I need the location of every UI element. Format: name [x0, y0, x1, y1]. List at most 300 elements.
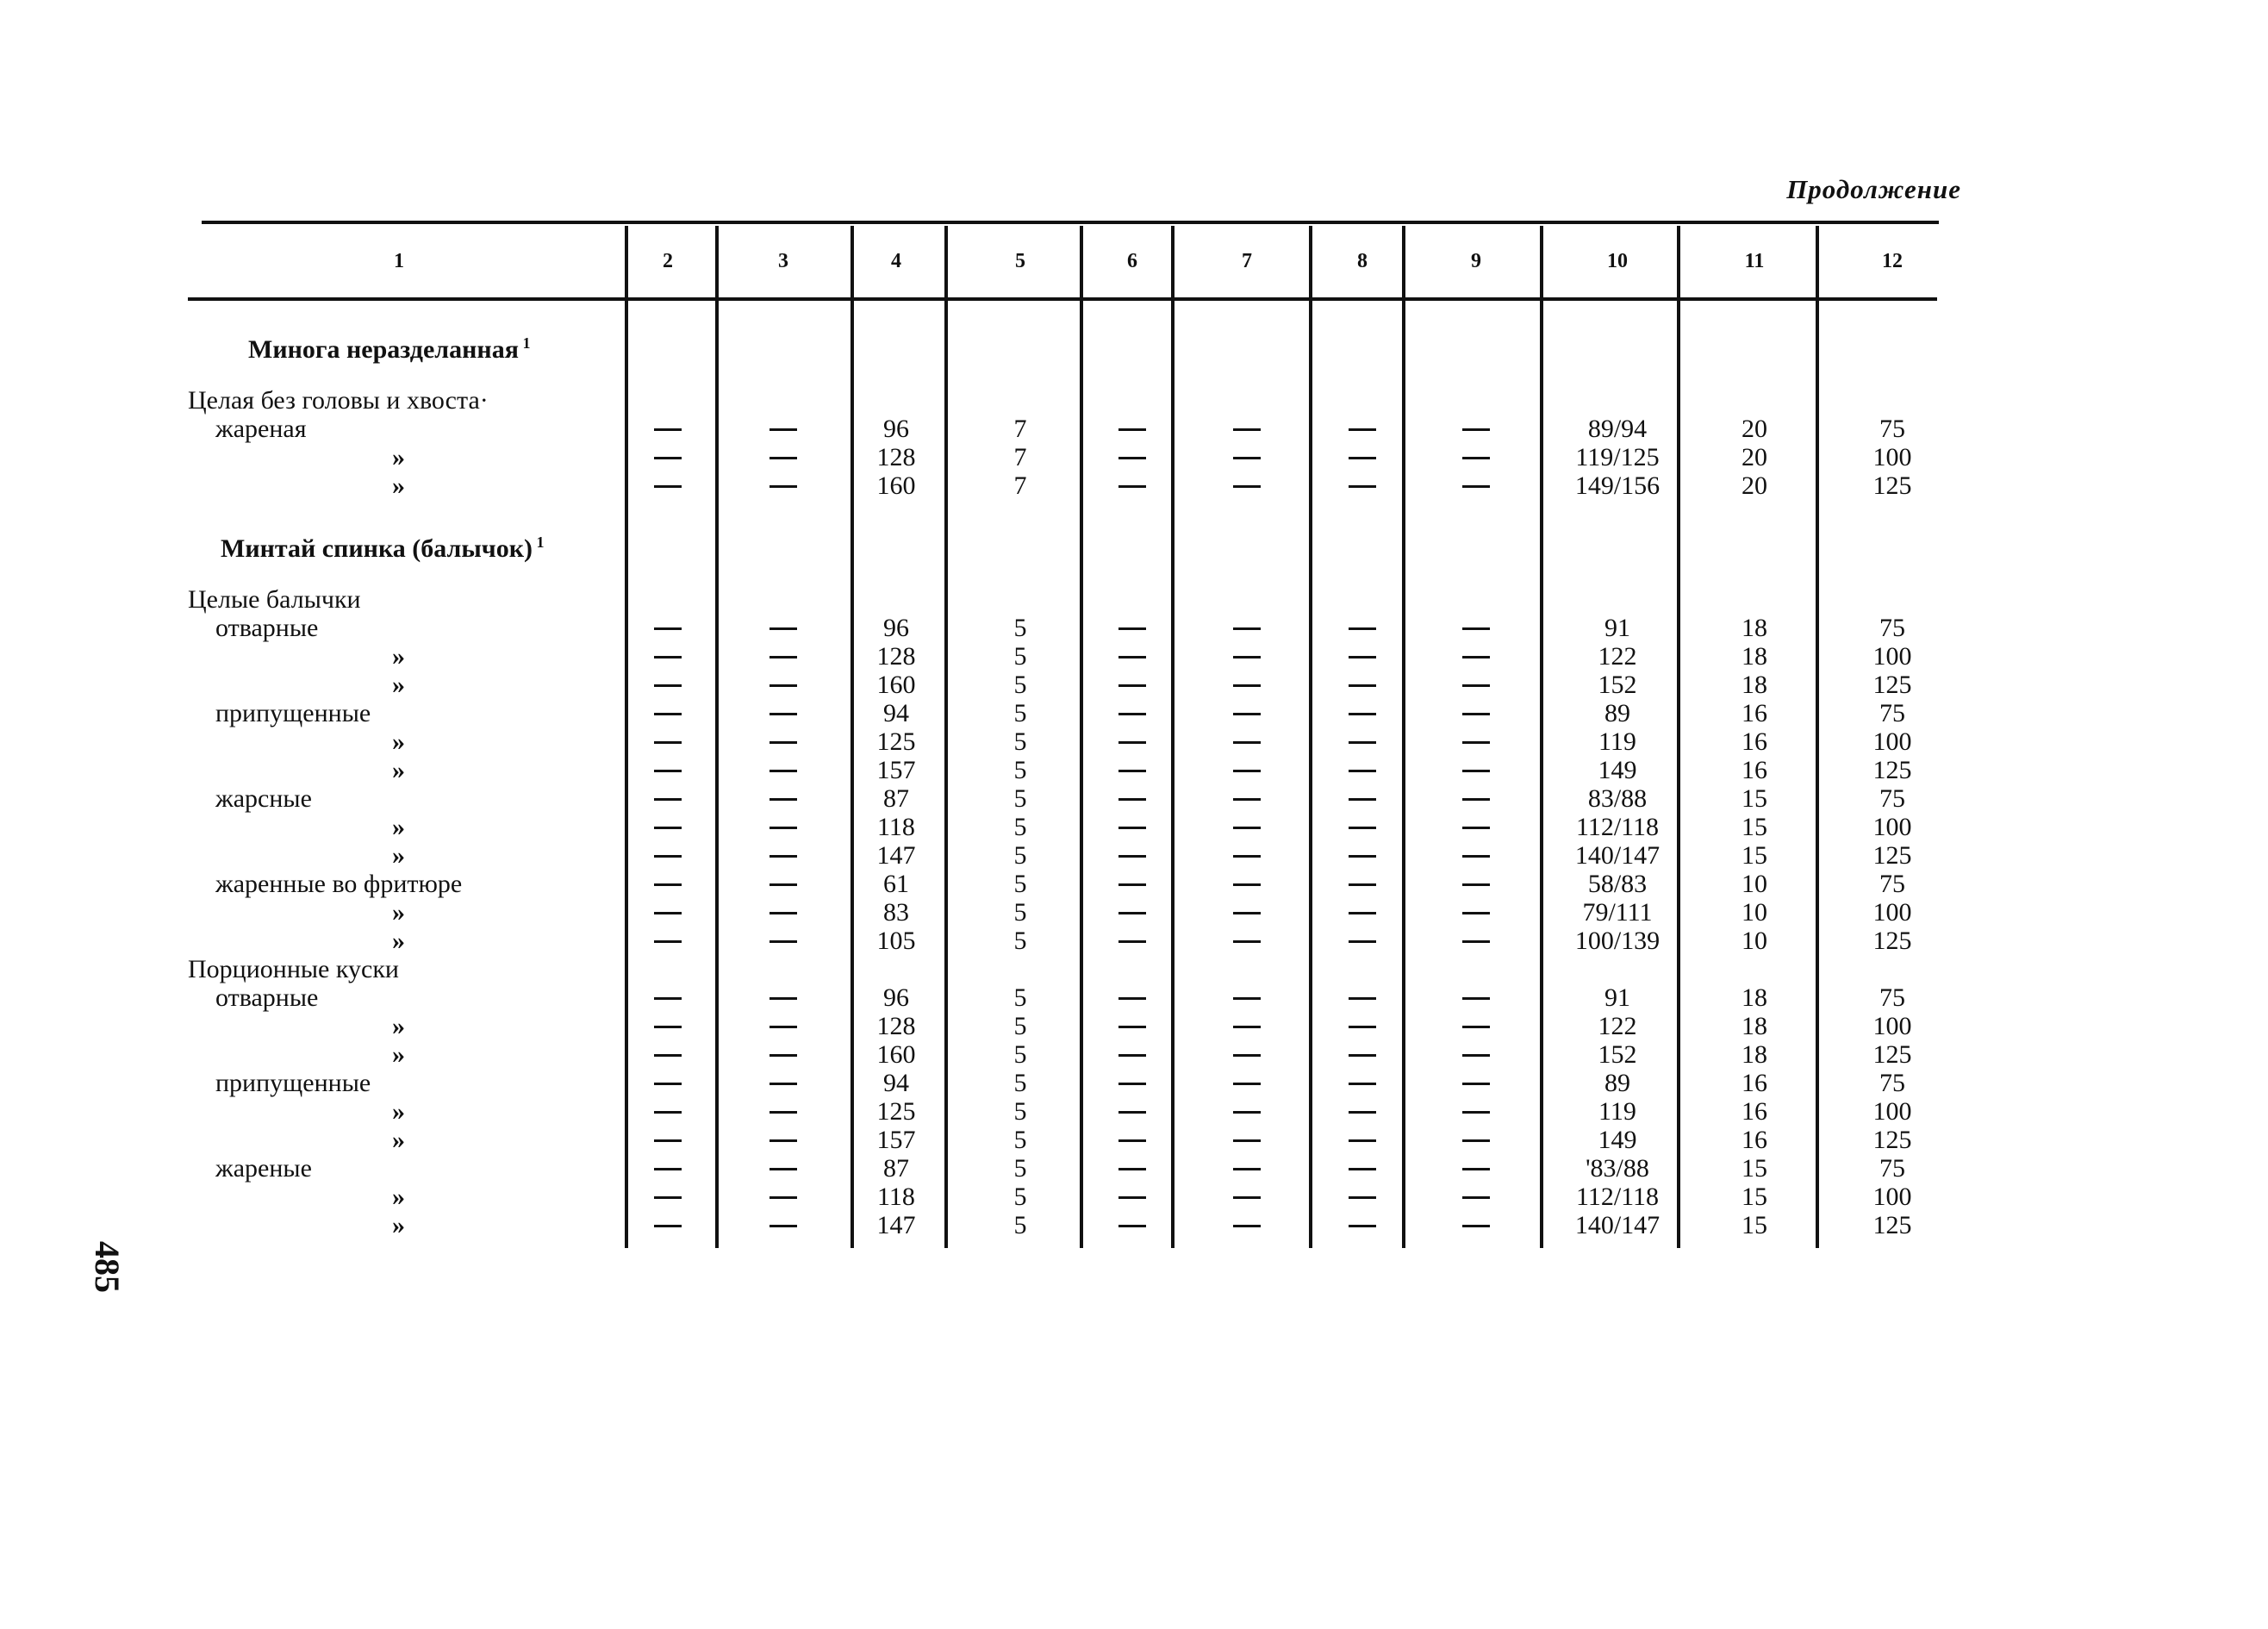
empty-dash [654, 798, 682, 801]
empty-dash [1233, 827, 1261, 829]
cell-col-10: '83/88 [1586, 1154, 1649, 1183]
empty-dash [654, 713, 682, 715]
empty-dash [1462, 627, 1490, 630]
empty-dash [654, 1083, 682, 1085]
cell-col-10: 149 [1598, 1126, 1637, 1154]
empty-dash [770, 1026, 797, 1028]
empty-dash [1349, 1054, 1376, 1057]
cell-col-12: 75 [1879, 699, 1905, 727]
empty-dash [770, 713, 797, 715]
cell-col-10: 122 [1598, 1012, 1637, 1040]
empty-dash [770, 1111, 797, 1114]
cell-col-11: 10 [1742, 870, 1767, 898]
cell-col-10: 89 [1604, 1069, 1630, 1097]
ditto-mark: » [392, 443, 405, 471]
cell-col-5: 5 [1013, 870, 1027, 898]
empty-dash [1233, 485, 1261, 488]
empty-dash [654, 485, 682, 488]
cell-col-4: 87 [883, 784, 909, 813]
cell-col-5: 5 [1013, 983, 1027, 1012]
empty-dash [1118, 1026, 1146, 1028]
ditto-mark: » [392, 1211, 405, 1239]
column-divider [1171, 226, 1174, 1248]
empty-dash [1233, 855, 1261, 858]
empty-dash [654, 940, 682, 943]
ditto-mark: » [392, 756, 405, 784]
cell-col-5: 5 [1013, 784, 1027, 813]
empty-dash [1118, 713, 1146, 715]
cell-col-11: 15 [1742, 813, 1767, 841]
empty-dash [1118, 1083, 1146, 1085]
cell-col-11: 18 [1742, 983, 1767, 1012]
cell-col-10: 122 [1598, 642, 1637, 671]
cell-col-11: 15 [1742, 1211, 1767, 1239]
row-label: жаренные во фритюре [215, 870, 463, 898]
empty-dash [770, 627, 797, 630]
empty-dash [1349, 1168, 1376, 1170]
empty-dash [1462, 1054, 1490, 1057]
column-divider [1677, 226, 1680, 1248]
empty-dash [1118, 457, 1146, 459]
row-label: отварные [215, 614, 319, 642]
empty-dash [1349, 656, 1376, 658]
empty-dash [770, 741, 797, 744]
cell-col-4: 96 [883, 983, 909, 1012]
empty-dash [770, 485, 797, 488]
empty-dash [1118, 997, 1146, 1000]
column-header: 6 [1127, 250, 1137, 272]
empty-dash [770, 684, 797, 687]
cell-col-11: 18 [1742, 1040, 1767, 1069]
empty-dash [1462, 855, 1490, 858]
empty-dash [1462, 1196, 1490, 1199]
column-divider [715, 226, 719, 1248]
empty-dash [654, 855, 682, 858]
empty-dash [770, 457, 797, 459]
empty-dash [1462, 485, 1490, 488]
cell-col-12: 75 [1879, 614, 1905, 642]
cell-col-5: 5 [1013, 813, 1027, 841]
group-label: Целые балычки [188, 585, 361, 614]
cell-col-12: 125 [1872, 471, 1912, 500]
cell-col-10: 91 [1604, 614, 1630, 642]
ditto-mark: » [392, 898, 405, 927]
cell-col-12: 75 [1879, 1069, 1905, 1097]
empty-dash [654, 457, 682, 459]
empty-dash [770, 770, 797, 772]
empty-dash [1462, 997, 1490, 1000]
empty-dash [770, 883, 797, 886]
empty-dash [1118, 855, 1146, 858]
column-header: 7 [1242, 250, 1252, 272]
cell-col-4: 128 [876, 1012, 916, 1040]
empty-dash [654, 741, 682, 744]
empty-dash [1462, 912, 1490, 914]
empty-dash [1233, 883, 1261, 886]
row-label: припущенные [215, 699, 371, 727]
empty-dash [654, 656, 682, 658]
group-label: Целая без головы и хвоста· [188, 386, 489, 415]
empty-dash [1118, 770, 1146, 772]
column-divider [1816, 226, 1819, 1248]
ditto-mark: » [392, 1012, 405, 1040]
cell-col-5: 5 [1013, 898, 1027, 927]
cell-col-5: 5 [1013, 1183, 1027, 1211]
empty-dash [1118, 798, 1146, 801]
cell-col-10: 149/156 [1574, 471, 1660, 500]
empty-dash [1233, 1026, 1261, 1028]
section-title-text: Минога неразделанная [248, 335, 519, 364]
empty-dash [1462, 1083, 1490, 1085]
empty-dash [1233, 457, 1261, 459]
empty-dash [1349, 827, 1376, 829]
cell-col-10: 112/118 [1575, 1183, 1660, 1211]
empty-dash [1349, 1139, 1376, 1142]
empty-dash [1462, 684, 1490, 687]
cell-col-12: 75 [1879, 784, 1905, 813]
cell-col-12: 100 [1872, 727, 1912, 756]
ditto-mark: » [392, 1097, 405, 1126]
empty-dash [770, 1139, 797, 1142]
empty-dash [1349, 1225, 1376, 1227]
empty-dash [1118, 741, 1146, 744]
cell-col-12: 125 [1872, 671, 1912, 699]
empty-dash [1233, 656, 1261, 658]
cell-col-12: 100 [1872, 443, 1912, 471]
empty-dash [1118, 656, 1146, 658]
cell-col-10: 91 [1604, 983, 1630, 1012]
column-header: 9 [1471, 250, 1481, 272]
empty-dash [770, 428, 797, 431]
cell-col-12: 100 [1872, 813, 1912, 841]
column-header: 12 [1882, 250, 1903, 272]
empty-dash [654, 684, 682, 687]
empty-dash [1462, 1111, 1490, 1114]
empty-dash [1349, 1083, 1376, 1085]
empty-dash [654, 1139, 682, 1142]
cell-col-4: 157 [876, 756, 916, 784]
empty-dash [654, 997, 682, 1000]
ditto-mark: » [392, 1040, 405, 1069]
cell-col-5: 5 [1013, 1154, 1027, 1183]
empty-dash [654, 770, 682, 772]
empty-dash [1462, 713, 1490, 715]
cell-col-4: 157 [876, 1126, 916, 1154]
empty-dash [1118, 827, 1146, 829]
cell-col-10: 58/83 [1587, 870, 1648, 898]
cell-col-11: 18 [1742, 614, 1767, 642]
cell-col-5: 5 [1013, 727, 1027, 756]
empty-dash [1349, 798, 1376, 801]
empty-dash [770, 1054, 797, 1057]
cell-col-10: 89/94 [1587, 415, 1648, 443]
empty-dash [1233, 940, 1261, 943]
footnote-marker: 1 [532, 534, 545, 551]
cell-col-11: 16 [1742, 1097, 1767, 1126]
cell-col-12: 125 [1872, 756, 1912, 784]
row-label: отварные [215, 983, 319, 1012]
section-title [221, 528, 544, 563]
group-label: Порционные куски [188, 955, 399, 983]
ditto-mark: » [392, 1183, 405, 1211]
cell-col-4: 125 [876, 1097, 916, 1126]
empty-dash [1462, 798, 1490, 801]
cell-col-10: 140/147 [1574, 1211, 1660, 1239]
cell-col-11: 18 [1742, 1012, 1767, 1040]
empty-dash [1349, 883, 1376, 886]
empty-dash [770, 1083, 797, 1085]
cell-col-12: 100 [1872, 1097, 1912, 1126]
empty-dash [1233, 1139, 1261, 1142]
column-header: 11 [1744, 250, 1765, 272]
cell-col-4: 147 [876, 841, 916, 870]
cell-col-4: 128 [876, 642, 916, 671]
cell-col-12: 100 [1872, 898, 1912, 927]
row-label: жареная [215, 415, 307, 443]
cell-col-5: 5 [1013, 1126, 1027, 1154]
empty-dash [1118, 1111, 1146, 1114]
empty-dash [1349, 457, 1376, 459]
empty-dash [654, 1225, 682, 1227]
ditto-mark: » [392, 1126, 405, 1154]
page-number: 485 [88, 1241, 127, 1293]
empty-dash [770, 940, 797, 943]
empty-dash [1462, 883, 1490, 886]
column-header: 1 [394, 250, 404, 272]
cell-col-11: 15 [1742, 1154, 1767, 1183]
ditto-mark: » [392, 813, 405, 841]
empty-dash [1233, 713, 1261, 715]
empty-dash [1233, 798, 1261, 801]
cell-col-5: 7 [1013, 471, 1027, 500]
empty-dash [1349, 912, 1376, 914]
cell-col-11: 10 [1742, 898, 1767, 927]
ditto-mark: » [392, 671, 405, 699]
cell-col-11: 15 [1742, 784, 1767, 813]
cell-col-5: 7 [1013, 443, 1027, 471]
empty-dash [1233, 1225, 1261, 1227]
row-label: жарсные [215, 784, 312, 813]
cell-col-4: 96 [883, 614, 909, 642]
empty-dash [1233, 428, 1261, 431]
empty-dash [770, 997, 797, 1000]
cell-col-10: 149 [1598, 756, 1637, 784]
empty-dash [654, 1026, 682, 1028]
empty-dash [1233, 1083, 1261, 1085]
cell-col-4: 105 [876, 927, 916, 955]
cell-col-4: 94 [883, 699, 909, 727]
cell-col-12: 100 [1872, 1012, 1912, 1040]
column-header: 10 [1607, 250, 1628, 272]
empty-dash [654, 1111, 682, 1114]
empty-dash [1233, 684, 1261, 687]
cell-col-11: 18 [1742, 642, 1767, 671]
empty-dash [1118, 1054, 1146, 1057]
empty-dash [770, 798, 797, 801]
cell-col-4: 160 [876, 671, 916, 699]
section-title [248, 329, 530, 364]
empty-dash [1462, 656, 1490, 658]
table-top-rule [202, 221, 1939, 224]
empty-dash [1233, 627, 1261, 630]
cell-col-10: 89 [1604, 699, 1630, 727]
cell-col-10: 100/139 [1574, 927, 1660, 955]
cell-col-5: 5 [1013, 841, 1027, 870]
cell-col-5: 5 [1013, 1069, 1027, 1097]
empty-dash [1233, 770, 1261, 772]
cell-col-4: 128 [876, 443, 916, 471]
cell-col-12: 125 [1872, 1040, 1912, 1069]
cell-col-12: 75 [1879, 415, 1905, 443]
cell-col-10: 79/111 [1582, 898, 1653, 927]
cell-col-11: 20 [1742, 443, 1767, 471]
row-label: жареные [215, 1154, 312, 1183]
cell-col-5: 5 [1013, 614, 1027, 642]
empty-dash [654, 428, 682, 431]
ditto-mark: » [392, 471, 405, 500]
empty-dash [654, 627, 682, 630]
empty-dash [1462, 1026, 1490, 1028]
empty-dash [1349, 997, 1376, 1000]
empty-dash [1118, 485, 1146, 488]
cell-col-11: 20 [1742, 415, 1767, 443]
empty-dash [654, 827, 682, 829]
empty-dash [1118, 1225, 1146, 1227]
column-divider [850, 226, 854, 1248]
empty-dash [1118, 912, 1146, 914]
cell-col-4: 125 [876, 727, 916, 756]
cell-col-12: 75 [1879, 983, 1905, 1012]
empty-dash [654, 1196, 682, 1199]
cell-col-10: 119/125 [1575, 443, 1660, 471]
column-divider [1309, 226, 1312, 1248]
continuation-label: Продолжение [1786, 174, 1961, 204]
cell-col-10: 152 [1598, 1040, 1637, 1069]
empty-dash [1233, 912, 1261, 914]
cell-col-11: 15 [1742, 841, 1767, 870]
column-header: 8 [1357, 250, 1368, 272]
cell-col-10: 119 [1598, 1097, 1636, 1126]
empty-dash [1462, 827, 1490, 829]
empty-dash [1349, 485, 1376, 488]
cell-col-11: 15 [1742, 1183, 1767, 1211]
cell-col-11: 18 [1742, 671, 1767, 699]
empty-dash [654, 883, 682, 886]
footnote-marker: 1 [518, 334, 531, 352]
empty-dash [1462, 1225, 1490, 1227]
empty-dash [1233, 997, 1261, 1000]
empty-dash [1462, 457, 1490, 459]
empty-dash [654, 912, 682, 914]
empty-dash [770, 855, 797, 858]
cell-col-4: 87 [883, 1154, 909, 1183]
empty-dash [1233, 1196, 1261, 1199]
empty-dash [1118, 428, 1146, 431]
cell-col-4: 61 [883, 870, 909, 898]
cell-col-12: 75 [1879, 1154, 1905, 1183]
cell-col-5: 5 [1013, 1040, 1027, 1069]
column-divider [625, 226, 628, 1248]
cell-col-12: 125 [1872, 841, 1912, 870]
empty-dash [1462, 741, 1490, 744]
empty-dash [1349, 428, 1376, 431]
empty-dash [1118, 1139, 1146, 1142]
cell-col-4: 83 [883, 898, 909, 927]
empty-dash [1462, 428, 1490, 431]
empty-dash [1462, 940, 1490, 943]
cell-col-5: 5 [1013, 671, 1027, 699]
ditto-mark: » [392, 642, 405, 671]
cell-col-10: 112/118 [1575, 813, 1660, 841]
cell-col-11: 10 [1742, 927, 1767, 955]
empty-dash [1349, 713, 1376, 715]
empty-dash [1462, 1139, 1490, 1142]
cell-col-4: 96 [883, 415, 909, 443]
row-label: припущенные [215, 1069, 371, 1097]
ditto-mark: » [392, 727, 405, 756]
column-header: 4 [891, 250, 901, 272]
cell-col-5: 5 [1013, 642, 1027, 671]
empty-dash [1118, 883, 1146, 886]
cell-col-5: 5 [1013, 756, 1027, 784]
cell-col-5: 5 [1013, 1097, 1027, 1126]
cell-col-10: 152 [1598, 671, 1637, 699]
cell-col-4: 147 [876, 1211, 916, 1239]
cell-col-12: 100 [1872, 642, 1912, 671]
cell-col-11: 16 [1742, 727, 1767, 756]
empty-dash [770, 1225, 797, 1227]
column-header: 5 [1015, 250, 1025, 272]
cell-col-4: 94 [883, 1069, 909, 1097]
empty-dash [770, 827, 797, 829]
empty-dash [1349, 627, 1376, 630]
empty-dash [1349, 770, 1376, 772]
cell-col-4: 160 [876, 471, 916, 500]
column-header: 2 [663, 250, 673, 272]
cell-col-12: 100 [1872, 1183, 1912, 1211]
empty-dash [1349, 855, 1376, 858]
cell-col-10: 140/147 [1574, 841, 1660, 870]
empty-dash [1349, 741, 1376, 744]
ditto-mark: » [392, 927, 405, 955]
empty-dash [1118, 940, 1146, 943]
cell-col-11: 16 [1742, 756, 1767, 784]
cell-col-5: 5 [1013, 1012, 1027, 1040]
section-title-text: Минтай спинка (балычок) [221, 534, 533, 563]
empty-dash [1462, 1168, 1490, 1170]
empty-dash [1233, 1111, 1261, 1114]
empty-dash [1233, 1054, 1261, 1057]
cell-col-4: 160 [876, 1040, 916, 1069]
cell-col-11: 16 [1742, 1069, 1767, 1097]
cell-col-11: 16 [1742, 699, 1767, 727]
empty-dash [1118, 627, 1146, 630]
cell-col-5: 5 [1013, 1211, 1027, 1239]
cell-col-5: 5 [1013, 927, 1027, 955]
empty-dash [1118, 684, 1146, 687]
cell-col-12: 125 [1872, 927, 1912, 955]
empty-dash [1233, 741, 1261, 744]
ditto-mark: » [392, 841, 405, 870]
empty-dash [770, 656, 797, 658]
empty-dash [1349, 684, 1376, 687]
column-divider [1402, 226, 1405, 1248]
cell-col-12: 125 [1872, 1126, 1912, 1154]
empty-dash [1349, 1111, 1376, 1114]
cell-col-4: 118 [877, 1183, 915, 1211]
column-divider [1540, 226, 1543, 1248]
cell-col-5: 5 [1013, 699, 1027, 727]
